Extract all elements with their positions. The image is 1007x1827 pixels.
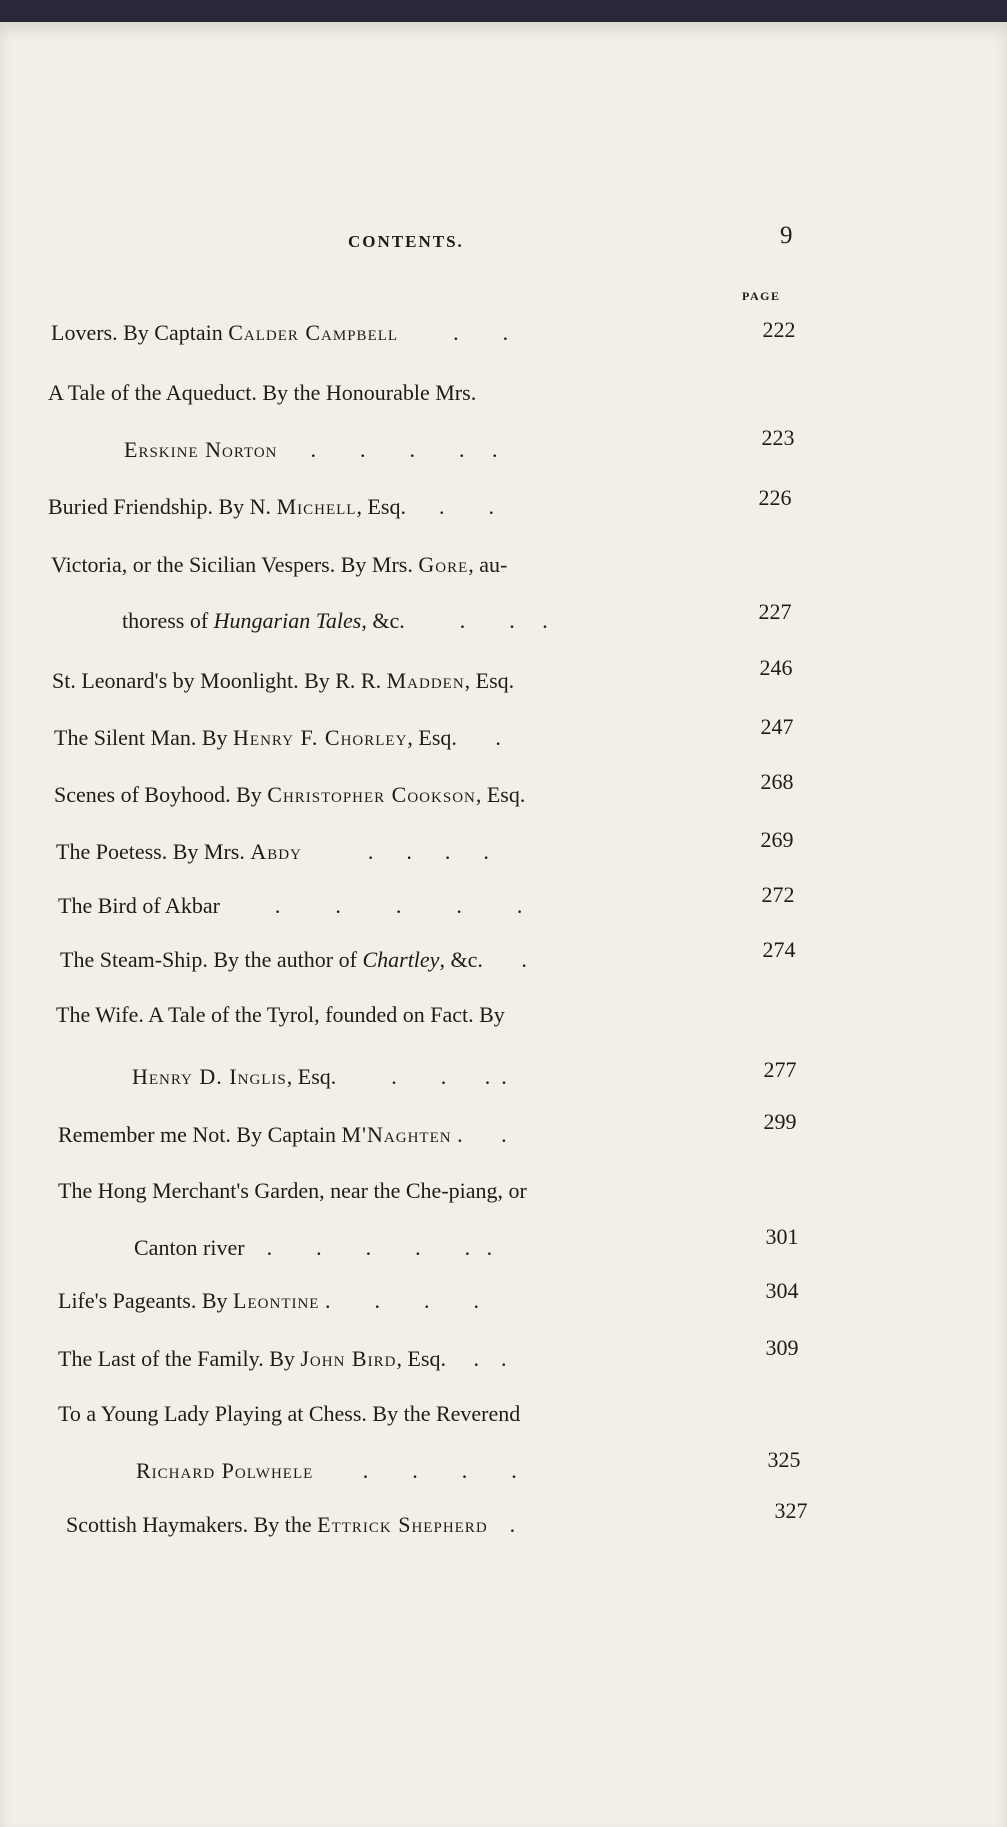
toc-entry: A Tale of the Aqueduct. By the Honourable Mrs. bbox=[48, 380, 477, 405]
toc-page-number: 246 bbox=[759, 655, 793, 680]
toc-entry: Lovers. By Captain Calder Campbell . . bbox=[51, 320, 509, 345]
toc-page-number: 309 bbox=[765, 1335, 799, 1360]
toc-entry: To a Young Lady Playing at Chess. By the Reverend bbox=[58, 1401, 521, 1426]
toc-entry-continuation: Henry D. Inglis, Esq. . . . . bbox=[132, 1064, 507, 1089]
toc-entry-continuation: Richard Polwhele . . . . bbox=[136, 1458, 517, 1483]
toc-entry-continuation: Canton river . . . . . . bbox=[134, 1235, 493, 1260]
book-page bbox=[0, 22, 1007, 1827]
toc-page-number: 247 bbox=[760, 714, 794, 739]
toc-page-number: 227 bbox=[758, 599, 792, 624]
toc-page-number: 223 bbox=[761, 425, 795, 450]
toc-entry: The Poetess. By Mrs. Abdy . . . . bbox=[56, 839, 489, 864]
page-number: 9 bbox=[780, 222, 793, 249]
toc-page-number: 268 bbox=[760, 769, 794, 794]
toc-page-number: 277 bbox=[763, 1057, 797, 1082]
toc-page-number: 272 bbox=[761, 882, 795, 907]
toc-entry: Remember me Not. By Captain M'Naghten . . bbox=[58, 1122, 507, 1147]
toc-entry: Buried Friendship. By N. Michell, Esq. . . bbox=[48, 494, 494, 519]
toc-entry: Scottish Haymakers. By the Ettrick Shepherd . bbox=[66, 1512, 516, 1537]
toc-page-number: 299 bbox=[763, 1109, 797, 1134]
toc-page-number: 327 bbox=[774, 1498, 808, 1523]
toc-page-number: 301 bbox=[765, 1224, 799, 1249]
toc-entry-continuation: Erskine Norton . . . . . bbox=[124, 437, 498, 462]
toc-entry-continuation: thoress of Hungarian Tales, &c. . . . bbox=[122, 608, 548, 633]
toc-page-number: 226 bbox=[758, 485, 792, 510]
toc-entry: Victoria, or the Sicilian Vespers. By Mrs. Gore, au- bbox=[51, 552, 508, 577]
page-title: CONTENTS. bbox=[348, 232, 464, 251]
page-column-label: PAGE bbox=[742, 289, 781, 303]
toc-entry: The Wife. A Tale of the Tyrol, founded on Fact. By bbox=[56, 1002, 505, 1027]
toc-entry: The Silent Man. By Henry F. Chorley, Esq. . bbox=[54, 725, 501, 750]
toc-entry: St. Leonard's by Moonlight. By R. R. Madden, Esq. bbox=[52, 668, 515, 693]
toc-page-number: 274 bbox=[762, 937, 796, 962]
toc-entry: The Last of the Family. By John Bird, Esq. . . bbox=[58, 1346, 507, 1371]
toc-entry: The Steam-Ship. By the author of Chartley, &c. . bbox=[60, 947, 527, 972]
toc-entry: Life's Pageants. By Leontine . . . . bbox=[58, 1288, 479, 1313]
toc-page-number: 222 bbox=[762, 317, 796, 342]
toc-entry: Scenes of Boyhood. By Christopher Cookson, Esq. bbox=[54, 782, 526, 807]
toc-entry: The Bird of Akbar . . . . . bbox=[58, 893, 523, 918]
toc-page-number: 304 bbox=[765, 1278, 799, 1303]
toc-entry: The Hong Merchant's Garden, near the Che-piang, or bbox=[58, 1178, 527, 1203]
toc-page-number: 269 bbox=[760, 827, 794, 852]
toc-page-number: 325 bbox=[767, 1447, 801, 1472]
